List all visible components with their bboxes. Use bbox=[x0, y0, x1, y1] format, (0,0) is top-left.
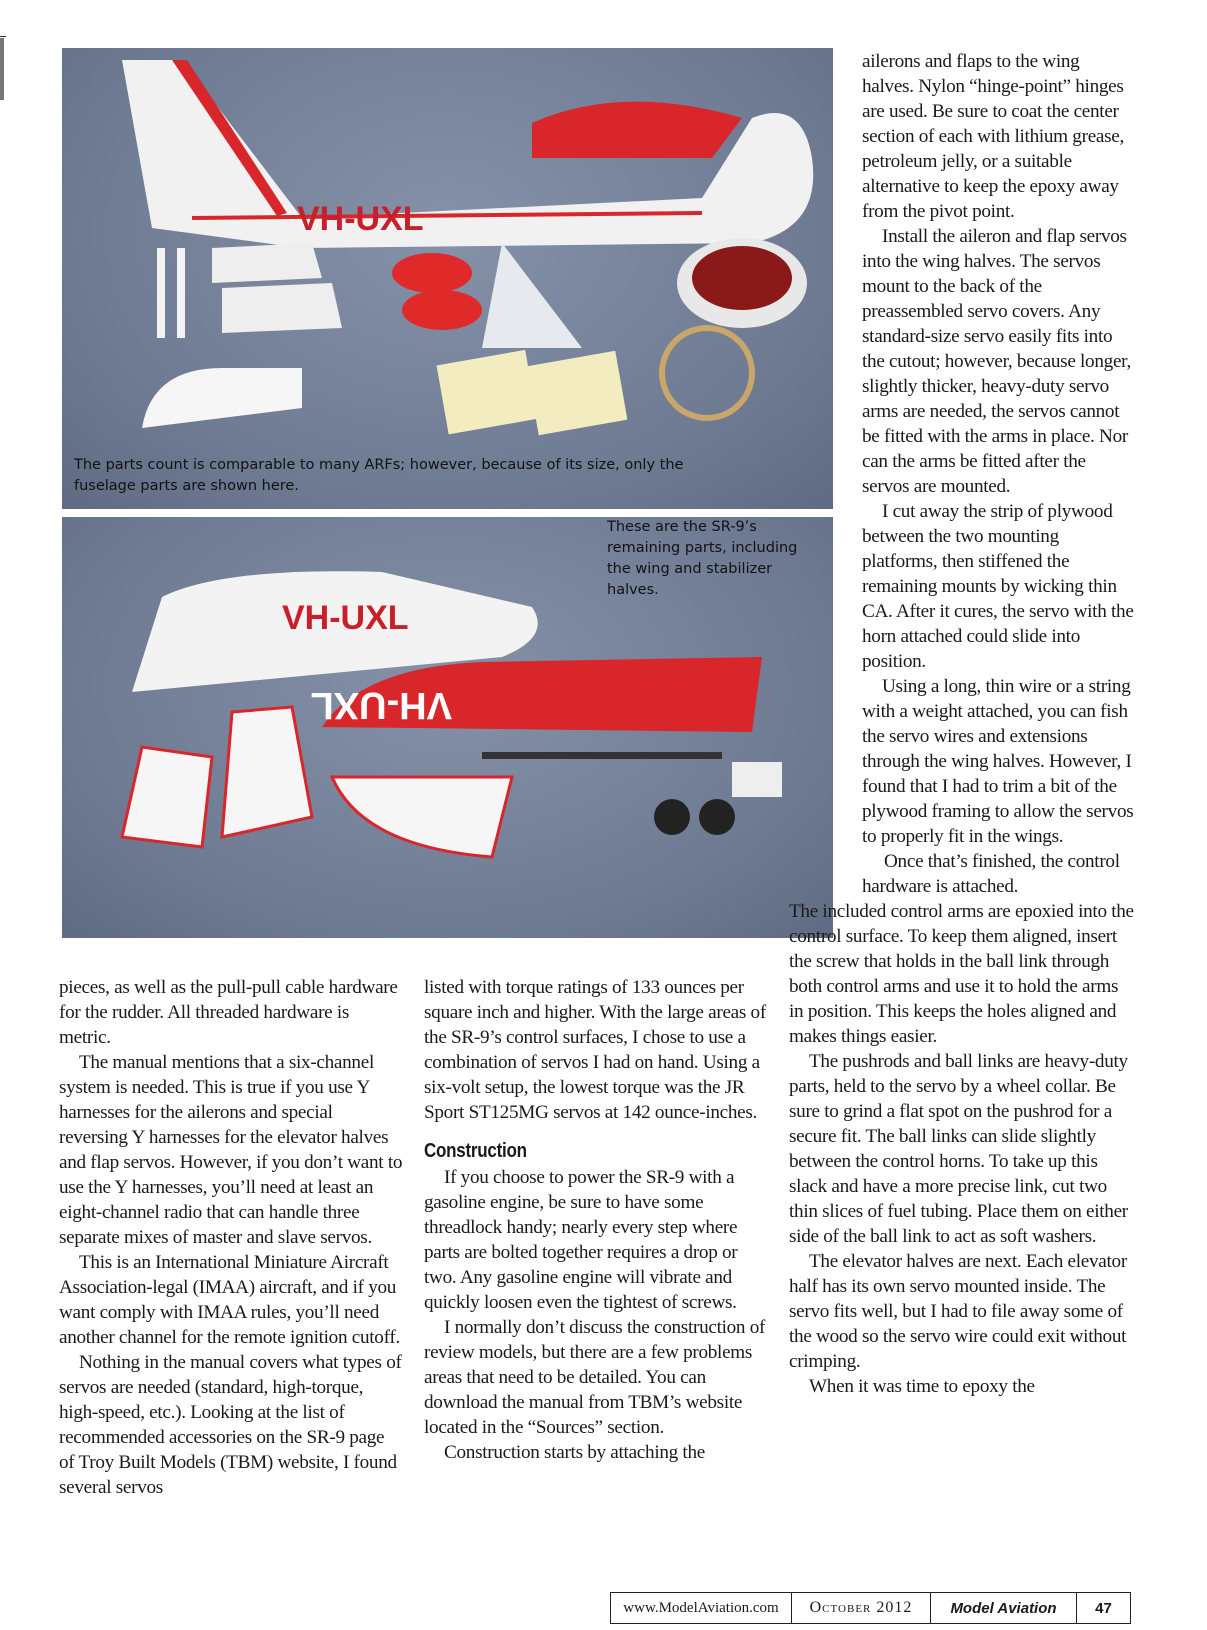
fuselage-parts-illustration bbox=[62, 48, 833, 509]
paragraph: Using a long, thin wire or a string with a weight attached, you can fish the servo wires and extensions through the wing halves. However, I found that I had to trim a bit of the plywood framing to allow the servos to properly fit in the wings. bbox=[862, 676, 1134, 847]
paragraph: The included control arms are epoxied into the control surface. To keep them aligned, insert the screw that holds in the ball link through both control arms and use it to hold the arms in position. This keeps the holes aligned and makes things easier. bbox=[789, 901, 1134, 1047]
footer-url[interactable]: www.ModelAviation.com bbox=[611, 1593, 792, 1623]
paragraph: ailerons and flaps to the wing halves. Nylon “hinge-point” hinges are used. Be sure to coat the center section of each with lithium grease, petroleum jelly, or a suitable alternative to keep the epoxy away from the pivot point. bbox=[862, 51, 1125, 222]
paragraph: Install the aileron and flap servos into the wing halves. The servos mount to the back of the preassembled servo covers. Any standard-size servo easily fits into the cutout; however, because longer, slightly thicker, heavy-duty servo arms are needed, the servos cannot be fitted with the arms in place. Nor can the arms be fitted after the servos are mounted. bbox=[862, 226, 1131, 497]
article-column-right-tail bbox=[862, 849, 1134, 899]
article-column-right bbox=[862, 49, 1134, 849]
page-edge-tab bbox=[0, 38, 4, 100]
footer-date: October 2012 bbox=[792, 1593, 931, 1623]
paragraph: This is an International Miniature Aircraft Association-legal (IMAA) aircraft, and if you want comply with IMAA rules, you’ll need another channel for the remote ignition cutoff. bbox=[59, 1252, 400, 1348]
paragraph: Once that’s finished, the control hardware is attached. bbox=[862, 851, 1120, 897]
photo-wing-parts bbox=[62, 517, 833, 938]
section-heading: Construction bbox=[424, 1140, 527, 1162]
registration-text-1: VH-UXL bbox=[297, 200, 424, 238]
article-column-1 bbox=[59, 975, 404, 1500]
paragraph: The elevator halves are next. Each elevator half has its own servo mounted inside. The servo fits well, but I had to file away some of the wood so the servo wire could exit without crimping. bbox=[789, 1251, 1127, 1372]
article-column-2 bbox=[424, 975, 769, 1465]
paragraph: If you choose to power the SR-9 with a gasoline engine, be sure to have some threadlock handy; nearly every step where parts are bolted together requires a drop or two. Any gasoline engine will vibrate and quickly loosen even the tightest of screws. bbox=[424, 1167, 738, 1313]
paragraph: The pushrods and ball links are heavy-duty parts, held to the servo by a wheel collar. Be sure to grind a flat spot on the pushrod for a secure fit. The ball links can slide slightly between the control horns. To take up this slack and have a more precise link, cut two thin slices of fuel tubing. Place them on either side of the ball link to act as soft washers. bbox=[789, 1051, 1128, 1247]
paragraph: Nothing in the manual covers what types of servos are needed (standard, high-torque, high-speed, etc.). Looking at the list of recommended accessories on the SR-9 page of Troy Built Models (TBM) website, I found several servos bbox=[59, 1352, 402, 1498]
photo-fuselage-parts bbox=[62, 48, 833, 509]
photo-caption: The parts count is comparable to many ARFs; however, because of its size, only the fuselage parts are shown here. bbox=[74, 457, 684, 494]
photo-caption: These are the SR-9’s remaining parts, including the wing and stabilizer halves. bbox=[607, 519, 798, 598]
page-edge-mark bbox=[0, 36, 6, 37]
paragraph: When it was time to epoxy the bbox=[809, 1376, 1035, 1397]
article-column-right-flow bbox=[789, 49, 1134, 1399]
paragraph: Construction starts by attaching the bbox=[444, 1442, 705, 1463]
paragraph: I cut away the strip of plywood between the two mounting platforms, then stiffened the remaining mounts by wicking thin CA. After it cures, the servo with the horn attached could slide into position. bbox=[862, 501, 1134, 672]
paragraph: I normally don’t discuss the construction of review models, but there are a few problems areas that need to be detailed. You can download the manual from TBM’s website located in the “Sources” section. bbox=[424, 1317, 766, 1438]
article-column-3 bbox=[789, 899, 1134, 1399]
footer-magazine-name: Model Aviation bbox=[931, 1593, 1077, 1623]
registration-text-mirrored: VH-UXL bbox=[310, 684, 452, 726]
paragraph: The manual mentions that a six-channel system is needed. This is true if you use Y harnesses for the ailerons and special reversing Y harnesses for the elevator halves and flap servos. However, if you don’t want to use the Y harnesses, you’ll need at least an eight-channel radio that can handle three separate mixes of master and slave servos. bbox=[59, 1052, 403, 1248]
registration-text-2: VH-UXL bbox=[282, 599, 409, 637]
paragraph: listed with torque ratings of 133 ounces per square inch and higher. With the large areas of the SR-9’s control surfaces, I chose to use a combination of servos I had on hand. Using a six-volt setup, the lowest torque was the JR Sport ST125MG servos at 142 ounce-inches. bbox=[424, 977, 766, 1123]
paragraph: pieces, as well as the pull-pull cable hardware for the rudder. All threaded hardware is metric. bbox=[59, 977, 398, 1048]
page-footer bbox=[610, 1592, 1131, 1624]
footer-page-number: 47 bbox=[1095, 1599, 1112, 1617]
